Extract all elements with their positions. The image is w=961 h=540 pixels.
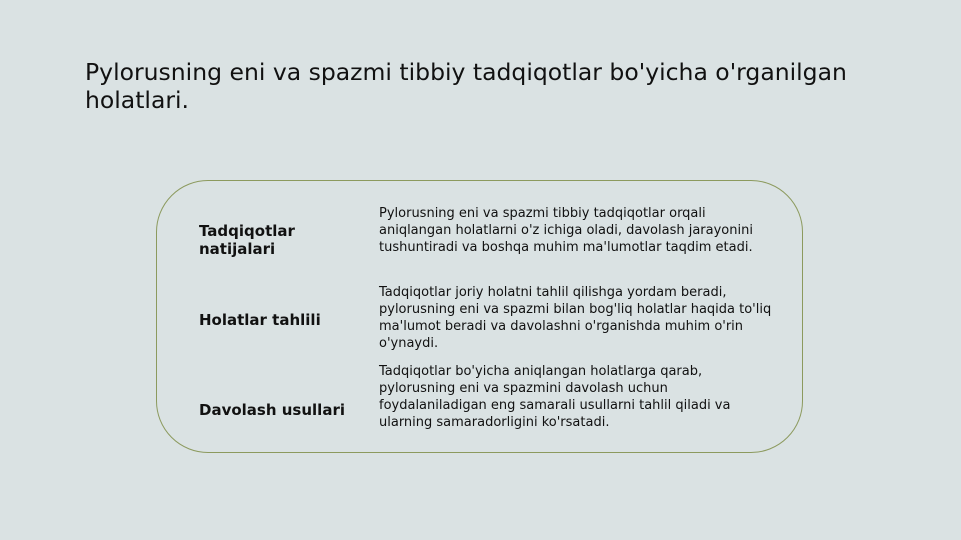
row-heading-treatment-methods: Davolash usullari: [199, 401, 345, 419]
row-text-treatment-methods: Tadqiqotlar bo'yicha aniqlangan holatlarga qarab, pylorusning eni va spazmini davolash uchun foydalaniladigan eng samarali usullarni tahlil qiladi va ularning samaradorligini ko'rsatadi.: [379, 364, 731, 430]
row-heading-case-analysis: Holatlar tahlili: [199, 311, 321, 329]
row-text-case-analysis: Tadqiqotlar joriy holatni tahlil qilishga yordam beradi, pylorusning eni va spazmi bilan bog'liq holatlar haqida to'liq ma'lumot beradi va davolashni o'rganishda muhim o'rin o'ynaydi.: [379, 285, 772, 351]
slide-title: Pylorusning eni va spazmi tibbiy tadqiqotlar bo'yicha o'rganilgan holatlari.: [85, 58, 847, 114]
row-text-research-results: Pylorusning eni va spazmi tibbiy tadqiqotlar orqali aniqlangan holatlarni o'z ichiga oladi, davolash jarayonini tushuntiradi va boshqa muhim ma'lumotlar taqdim etadi.: [379, 206, 753, 255]
row-heading-research-results: Tadqiqotlar natijalari: [199, 222, 295, 258]
